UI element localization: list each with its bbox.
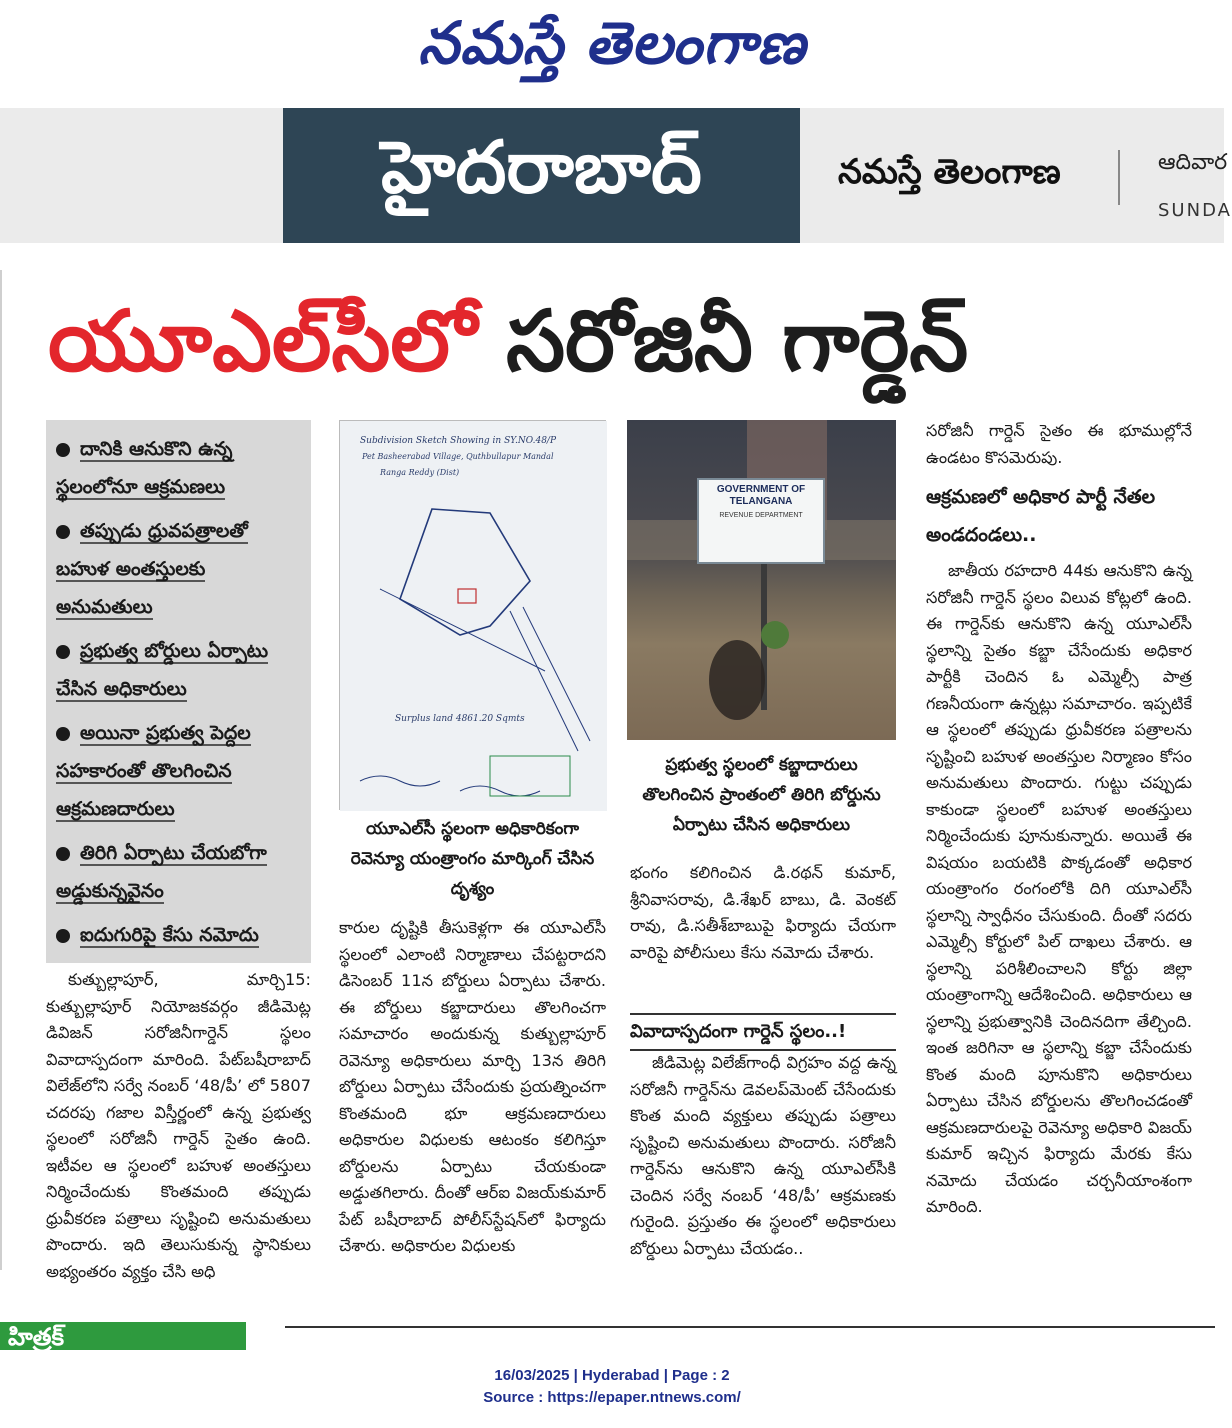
footer-source[interactable]: Source : https://epaper.ntnews.com/ [483, 1389, 741, 1406]
column-1-text: కుత్బుల్లాపూర్, మార్చి15: కుత్బుల్లాపూర్ నియోజకవర్గం జీడిమెట్ల డివిజన్ సరోజినీగార్డెన్ స్థలం వివాదాస్పదంగా మారింది. పేట్‌బషీరాబాద్ విలేజ్‌లోని సర్వే నంబర్ ‘48/పీ’ లో 5807 చదరపు గజాల విస్తీర్ణంలో ఉన్న ప్రభుత్వ స్థలంలో సరోజినీ గార్డెన్ సైతం ఉంది. ఇటీవల ఆ స్థలంలో బహుళ అంతస్తులు నిర్మించేందుకు కొంతమంది తప్పుడు ధ్రువీకరణ పత్రాలు సృష్టించి అనుమతులు పొందారు. ఇది తెలుసుకున్న స్థానికులు అభ్యంతరం వ్యక్తం చేసి అధి [46, 970, 311, 1281]
survey-map-drawing [340, 421, 607, 811]
highlights-box [46, 420, 311, 963]
bullet-icon [56, 727, 70, 741]
article-column-1 [46, 967, 311, 1307]
article-column-3-body [630, 1050, 896, 1307]
left-rule [0, 270, 2, 1270]
map-handwriting-3: Ranga Reddy (Dist) [380, 468, 460, 477]
band-day-telugu: ఆదివార [1158, 150, 1228, 175]
article-column-4-body [926, 558, 1192, 1308]
masthead [0, 0, 1224, 100]
headline-red-part: యూఎల్‌సీలో [48, 292, 477, 390]
board-photo-scene [627, 420, 896, 740]
survey-map-photo [339, 420, 606, 810]
bullet-icon [56, 525, 70, 539]
highlight-item: ఐదుగురిపై కేసు నమోదు [56, 916, 301, 954]
column-3-top-text: భంగం కలిగించిన డి.రథన్ కుమార్, శ్రీనివాసరావు, డి.శేఖర్ బాబు, డి. వెంకట్ రావు, డి.సతీశ్‌బాబుపై ఫిర్యాదు చేయగా వారిపై పోలీసులు కేసు నమోదు చేశారు. [630, 863, 896, 962]
next-article-fragment: హిత్రక్ [0, 1322, 246, 1350]
article-headline [48, 276, 1198, 406]
band-day-english: SUNDA [1158, 200, 1232, 221]
column-4-top-text: సరోజినీ గార్డెన్ సైతం ఈ భూముల్లోనే ఉండటం కొసమెరుపు. [926, 421, 1192, 467]
column-4-subhead: ఆక్రమణలో అధికార పార్టీ నేతల అండదండలు.. [926, 486, 1156, 546]
revenue-board-photo [627, 420, 896, 740]
article-column-2 [339, 915, 606, 1307]
article-column-3-top [630, 860, 896, 1000]
map-handwriting-2: Pet Basheerabad Village, Quthbullapur Mandal [362, 452, 554, 461]
band-divider [1118, 150, 1120, 205]
section-title: హైదరాబాద్ [283, 108, 800, 243]
map-handwriting-1: Subdivision Sketch Showing in SY.NO.48/P [360, 436, 557, 446]
column-4-body-text: జాతీయ రహదారి 44కు ఆనుకొని ఉన్న సరోజినీ గార్డెన్ స్థలం విలువ కోట్లలో ఉంది. ఈ గార్డెన్‌కు ఆనుకొని ఉన్న యూఎల్‌సీ స్థలాన్ని సైతం కబ్జా చేసేందుకు అధికార పార్టీకి చెందిన ఓ ఎమ్మెల్సీ పాత్ర గణనీయంగా ఉన్నట్లు సమాచారం. ఇప్పటికే ఆ స్థలంలో తప్పుడు ధ్రువీకరణ పత్రాలను సృష్టించి బహుళ అంతస్తుల నిర్మాణం కోసం అనుమతులు పొందారు. గుట్టు చప్పుడు కాకుండా స్థలంలో బహుళ అంతస్తులు నిర్మించేందుకు పూనుకున్నారు. అయితే ఈ విషయం బయటికి పొక్కడంతో అధికార యంత్రాంగం రంగంలోకి దిగి యూఎల్‌సీ స్థలాన్ని స్వాధీనం చేసుకుంది. దీంతో సదరు ఎమ్మెల్సీ కోర్టులో పిల్ దాఖలు చేశారు. ఆ స్థలాన్ని పరిశీలించాలని కోర్టు జిల్లా యంత్రాంగాన్ని ఆదేశించింది. అధికారులు ఆ స్థలాన్ని ప్రభుత్వానికి చెందినదిగా తేల్చింది. ఇంత జరిగినా ఆ స్థలాన్ని కబ్జా చేసేందుకు కొంత మంది పూనుకొని అధికారులు ఏర్పాటు చేసిన బోర్డులను తొలగించడంతో ఆక్రమణదారులపై రెవెన్యూ అధికారి విజయ్ కుమార్ ఇచ్చిన ఫిర్యాదు మేరకు కేసు నమోదు చేయడం చర్చనీయాంశంగా మారింది. [926, 561, 1192, 1216]
band-paper-name: నమస్తే తెలంగాణ [838, 152, 1061, 192]
highlight-item: అయినా ప్రభుత్వ పెద్దల సహకారంతో తొలగించిన ఆక్రమణదారులు [56, 722, 251, 820]
article-column-4-top [926, 418, 1192, 474]
highlight-item: దానికి ఆనుకొని ఉన్న స్థలంలోనూ ఆక్రమణలు [56, 438, 233, 498]
map-handwriting-4: Surplus land 4861.20 Sqmts [395, 714, 525, 724]
bottom-rule [285, 1326, 1215, 1328]
bullet-icon [56, 929, 70, 943]
column-3-body-text: జీడిమెట్ల విలేజ్‌గాంధీ విగ్రహం వద్ద ఉన్న సరోజినీ గార్డెన్‌ను డెవలప్‌మెంట్ చేసేందుకు కొంత మంది వ్యక్తులు తప్పుడు పత్రాలు సృష్టించి అనుమతులు పొందారు. సరోజినీ గార్డెన్‌ను ఆనుకొని ఉన్న యూఎల్‌సీకి చెందిన సర్వే నంబర్ ‘48/పీ’ ఆక్రమణకు గురైంది. ప్రస్తుతం ఈ స్థలంలో అధికారులు బోర్డులు ఏర్పాటు చేయడం.. [630, 1053, 896, 1258]
masthead-logo: నమస్తే తెలంగాణ [418, 8, 806, 77]
highlight-item: తప్పుడు ధ్రువపత్రాలతో బహుళ అంతస్తులకు అనుమతులు [56, 520, 248, 618]
footer-date-page: 16/03/2025 | Hyderabad | Page : 2 [494, 1367, 730, 1384]
board-caption: ప్రభుత్వ స్థలంలో కబ్జాదారులు తొలగించిన ప్రాంతంలో తిరిగి బోర్డును ఏర్పాటు చేసిన అధికారులు [642, 755, 881, 835]
highlight-item: ప్రభుత్వ బోర్డులు ఏర్పాటు చేసిన అధికారులు [56, 640, 269, 700]
highlight-item: తిరిగి ఏర్పాటు చేయబోగా అడ్డుకున్నవైనం [56, 842, 267, 902]
column-3-subhead: వివాదాస్పదంగా గార్డెన్ స్థలం..! [630, 1013, 896, 1051]
government-sign: GOVERNMENT OF TELANGANA REVENUE DEPARTMENT [697, 478, 825, 564]
bullet-icon [56, 847, 70, 861]
map-caption: యూఎల్‌సీ స్థలంగా అధికారికంగా రెవెన్యూ యంత్రాంగం మార్కింగ్ చేసిన దృశ్యం [350, 819, 595, 899]
bullet-icon [56, 645, 70, 659]
headline-dark-part: సరోజినీ గార్డెన్ [506, 292, 969, 390]
bullet-icon [56, 443, 70, 457]
column-2-text: కారుల దృష్టికి తీసుకెళ్లగా ఈ యూఎల్‌సీ స్థలంలో ఎలాంటి నిర్మాణాలు చేపట్టరాదని డిసెంబర్ 11న బోర్డులు ఏర్పాటు చేశారు. ఈ బోర్డులు కబ్జాదారులు తొలగించగా సమాచారం అందుకున్న కుత్బుల్లాపూర్ రెవెన్యూ అధికారులు మార్చి 13న తిరిగి బోర్డులు ఏర్పాటు చేసేందుకు ప్రయత్నించగా కొంతమంది భూ ఆక్రమణదారులు అధికారుల విధులకు ఆటంకం కలిగిస్తూ బోర్డులను ఏర్పాటు చేయకుండా అడ్డుతగిలారు. దీంతో ఆర్ఐ విజయ్‌కుమార్ పేట్ బషీరాబాద్ పోలీస్‌స్టేషన్‌లో ఫిర్యాదు చేశారు. అధికారుల విధులకు [339, 918, 606, 1255]
